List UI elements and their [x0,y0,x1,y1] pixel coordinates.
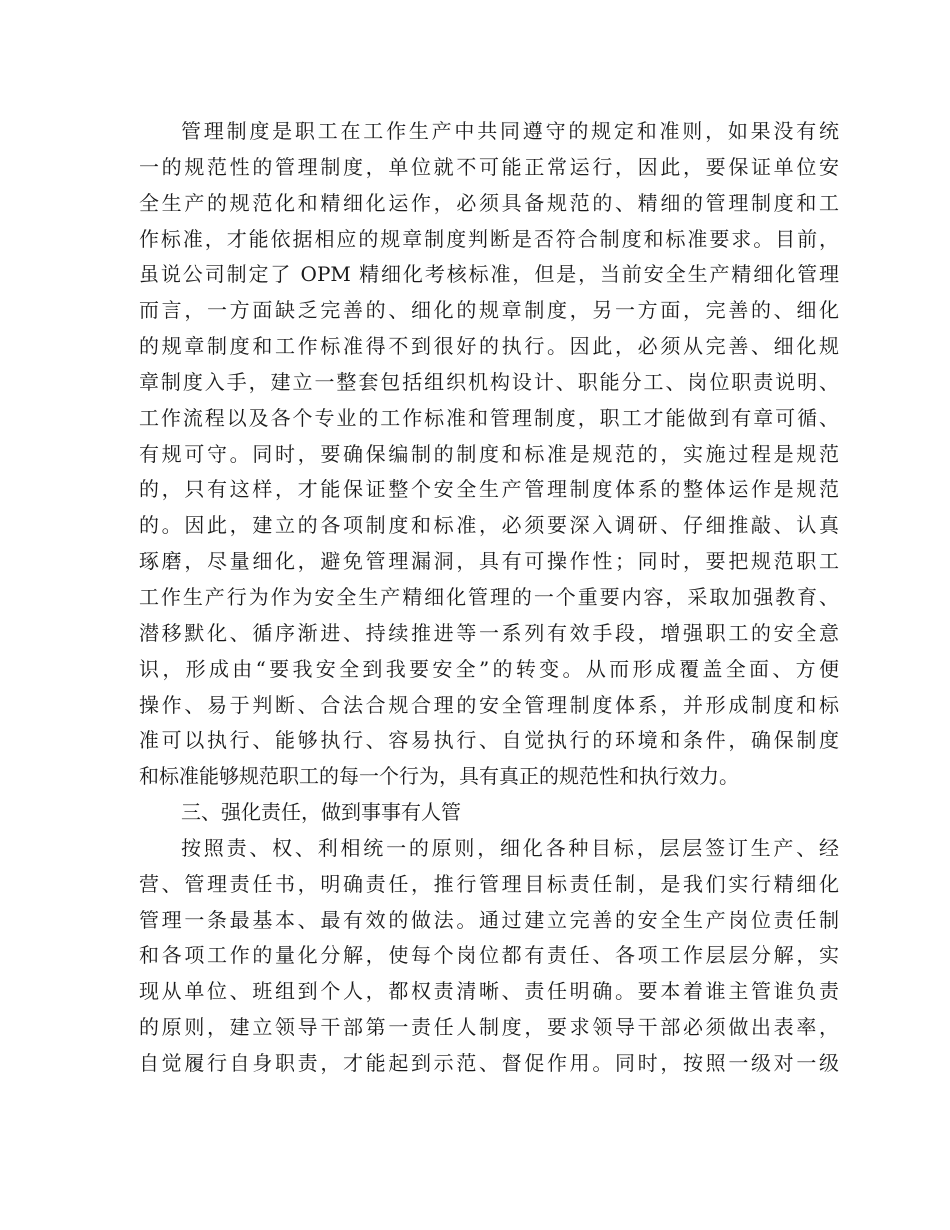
paragraph-line: 的规章制度和工作标准得不到很好的执行。因此，必须从完善、细化规 [139,334,839,359]
document-body [139,114,839,1082]
paragraph-line: 管理制度是职工在工作生产中共同遵守的规定和准则，如果没有统 [181,119,839,143]
paragraph-line: 一的规范性的管理制度，单位就不可能正常运行，因此，要保证单位安 [139,154,839,179]
paragraph-line: 工作生产行为作为安全生产精细化管理的一个重要内容，采取加强教育、 [139,584,839,609]
paragraph-line: 琢磨，尽量细化，避免管理漏洞，具有可操作性；同时，要把规范职工 [139,549,839,574]
section-heading: 三、强化责任，做到事事有人管 [181,800,461,825]
paragraph-line: 准可以执行、能够执行、容易执行、自觉执行的环境和条件，确保制度 [139,728,839,753]
paragraph-line: 操作、易于判断、合法合规合理的安全管理制度体系，并形成制度和标 [139,692,839,717]
paragraph-line: 而言，一方面缺乏完善的、细化的规章制度，另一方面，完善的、细化 [139,298,839,323]
paragraph-line: 的原则，建立领导干部第一责任人制度，要求领导干部必须做出表率， [139,1015,839,1040]
paragraph-line: 虽说公司制定了 OPM 精细化考核标准，但是，当前安全生产精细化管理 [139,262,839,287]
paragraph-line: 自觉履行自身职责，才能起到示范、督促作用。同时，按照一级对一级 [139,1050,839,1075]
paragraph-line: 营、管理责任书，明确责任，推行管理目标责任制，是我们实行精细化 [139,871,839,896]
paragraph-line: 有规可守。同时，要确保编制的制度和标准是规范的，实施过程是规范 [139,441,839,466]
paragraph-line: 工作流程以及各个专业的工作标准和管理制度，职工才能做到有章可循、 [139,405,839,430]
paragraph-line: 章制度入手，建立一整套包括组织机构设计、职能分工、岗位职责说明、 [139,369,839,394]
paragraph-line: 和标准能够规范职工的每一个行为，具有真正的规范性和执行效力。 [139,764,739,789]
paragraph-line: 和各项工作的量化分解，使每个岗位都有责任、各项工作层层分解，实 [139,943,839,968]
paragraph-line: 的，只有这样，才能保证整个安全生产管理制度体系的整体运作是规范 [139,477,839,502]
paragraph-line: 作标准，才能依据相应的规章制度判断是否符合制度和标准要求。目前， [139,226,839,251]
paragraph-line: 识，形成由“要我安全到我要安全”的转变。从而形成覆盖全面、方便 [139,656,839,681]
paragraph-line: 现从单位、班组到个人，都权责清晰、责任明确。要本着谁主管谁负责 [139,979,839,1004]
paragraph-line: 潜移默化、循序渐进、持续推进等一系列有效手段，增强职工的安全意 [139,620,839,645]
paragraph-line: 管理一条最基本、最有效的做法。通过建立完善的安全生产岗位责任制 [139,907,839,932]
paragraph-line: 全生产的规范化和精细化运作，必须具备规范的、精细的管理制度和工 [139,190,839,215]
paragraph-line: 按照责、权、利相统一的原则，细化各种目标，层层签订生产、经 [181,835,839,860]
paragraph-line: 的。因此，建立的各项制度和标准，必须要深入调研、仔细推敲、认真 [139,513,839,538]
